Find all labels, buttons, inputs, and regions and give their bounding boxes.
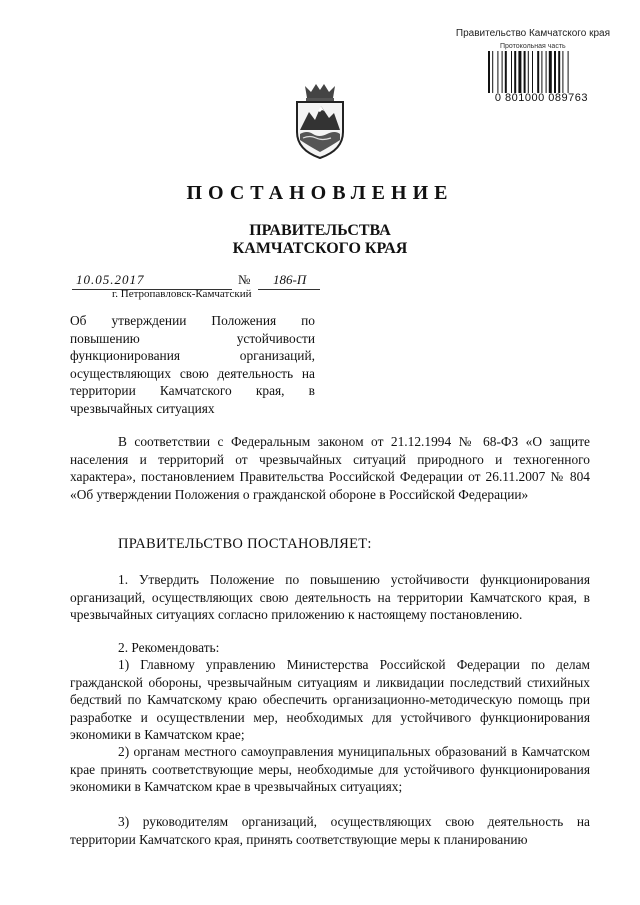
- government-line-2: КАМЧАТСКОГО КРАЯ: [232, 240, 408, 257]
- barcode-number: 0 801000 089763: [494, 92, 588, 104]
- number-underline: [258, 289, 320, 290]
- item-2-2-paragraph: 2) органам местного самоуправления муниципальных образований в Камчатском крае принять соответствующие меры, необходимые для устойчивого функционирования экономики в Камчатском крае в чрезвычайных ситуациях;: [70, 744, 590, 794]
- document-subject: Об утверждении Положения по повышению устойчивости функционирования организаций, осуществляющих свою деятельность на территории Камчатского края, в чрезвычайных ситуациях: [70, 313, 315, 416]
- kamchatka-coat-of-arms-icon: [291, 80, 349, 160]
- item-1-paragraph: 1. Утвердить Положение по повышению устойчивости функционирования организаций, осуществляющих свою деятельность на территории Камчатского края, в чрезвычайных ситуациях согласно приложению к настоящему постановлению.: [70, 572, 590, 622]
- document-title: ПОСТАНОВЛЕНИЕ: [186, 182, 454, 204]
- item-2-3-paragraph: 3) руководителям организаций, осуществляющих свою деятельность на территории Камчатского края, принять соответствующие меры к планированию: [70, 814, 590, 847]
- document-date: 10.05.2017: [76, 272, 145, 287]
- item-2-1-paragraph: 1) Главному управлению Министерства Российской Федерации по делам гражданской обороны, чрезвычайным ситуациям и ликвидации последствий стихийных бедствий по Камчатскому краю обеспечить организационно-методическую помощь при разработке и осуществлении мер, необходимых для устойчивого функционирования экономики в Камчатском крае;: [70, 657, 590, 742]
- document-city: г. Петропавловск-Камчатский: [112, 288, 252, 300]
- basis-paragraph: В соответствии с Федеральным законом от 21.12.1994 № 68-ФЗ «О защите населения и территорий от чрезвычайных ситуаций природного и техногенного характера», постановлением Правительства Российской Федерации от 26.11.2007 № 804 «Об утверждении Положения о гражданской обороне в Российской Федерации»: [70, 434, 590, 502]
- decree-heading: ПРАВИТЕЛЬСТВО ПОСТАНОВЛЯЕТ:: [118, 536, 372, 552]
- stamp-subtitle: Протокольная часть: [500, 43, 566, 50]
- item-2-paragraph: 2. Рекомендовать:: [118, 640, 220, 655]
- number-label: №: [238, 272, 251, 287]
- government-line-1: ПРАВИТЕЛЬСТВА: [249, 222, 391, 239]
- barcode-icon: [488, 51, 588, 93]
- stamp-organization: Правительство Камчатского края: [455, 28, 610, 39]
- document-number: 186-П: [273, 272, 307, 287]
